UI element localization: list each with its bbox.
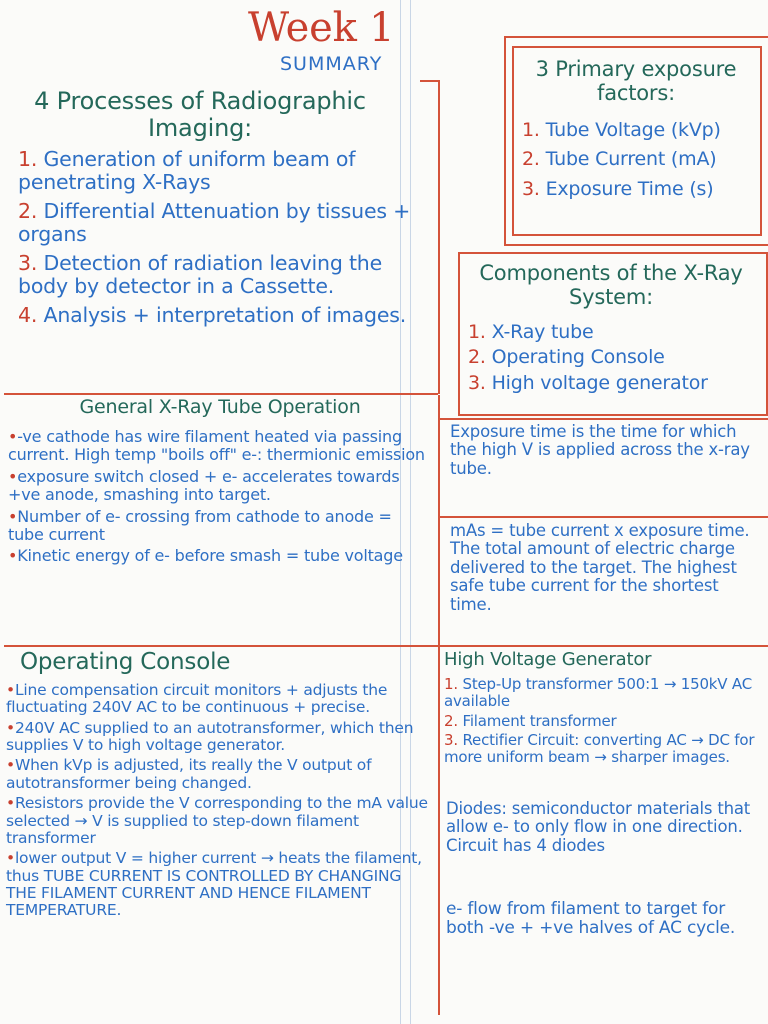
exposure-factor-item (522, 149, 754, 170)
component-item (468, 322, 760, 343)
hv-item (444, 676, 762, 710)
bullet-item (8, 428, 432, 464)
item-text: Rectifier Circuit: converting AC → DC for more uniform beam → sharper images. (444, 731, 755, 767)
item-number: 2. (522, 148, 540, 171)
item-number: 3. (18, 250, 38, 275)
hv-item (444, 732, 762, 766)
divider-line (438, 516, 768, 518)
item-number: 4. (18, 302, 38, 327)
item-text: High voltage generator (491, 371, 708, 394)
item-text: Step-Up transformer 500:1 → 150kV AC available (444, 675, 752, 710)
hv-generator-list (444, 676, 762, 766)
item-number: 1. (18, 147, 38, 171)
bullet-icon: • (8, 466, 18, 486)
item-text: Number of e- crossing from cathode to anode = tube current (8, 506, 392, 544)
item-text: Kinetic energy of e- before smash = tube voltage (17, 546, 403, 566)
divider-line (4, 393, 438, 395)
processes-heading: 4 Processes of Radiographic Imaging: (34, 87, 366, 142)
operating-console-heading: Operating Console (20, 649, 231, 675)
components-list (468, 322, 760, 394)
item-number: 3. (522, 177, 540, 200)
item-text: Resistors provide the V corresponding to the mA value selected → V is supplied to step-down filament transformer (6, 794, 428, 847)
divider-line (4, 645, 438, 647)
item-text: Filament transformer (462, 711, 617, 730)
bullet-icon: • (6, 756, 15, 775)
bullet-item (6, 682, 434, 717)
bullet-icon: • (8, 506, 18, 526)
divider-line (438, 418, 768, 420)
item-text: X-Ray tube (491, 321, 594, 343)
divider-line (438, 645, 768, 647)
item-text: -ve cathode has wire filament heated via passing current. High temp "boils off" e-: thermionic emission (8, 427, 425, 464)
item-number: 1. (468, 321, 486, 343)
item-text: lower output V = higher current → heats the filament, thus TUBE CURRENT IS CONTROLLED BY CHANGING THE FILAMENT CURRENT AND HENCE FILAMENT TEMPERATURE. (6, 849, 422, 920)
item-text: Differential Attenuation by tissues + organs (18, 198, 411, 246)
bullet-icon: • (6, 794, 15, 813)
item-text: Tube Current (mA) (545, 148, 717, 171)
bullet-icon: • (8, 427, 18, 446)
item-number: 3. (468, 371, 486, 394)
bullet-item (6, 850, 434, 919)
bullet-item (6, 720, 434, 755)
exposure-time-note: Exposure time is the time for which the high V is applied across the x-ray tube. (450, 422, 750, 478)
operating-console-list (6, 682, 434, 920)
item-number: 3. (444, 731, 458, 750)
item-text: Analysis + interpretation of images. (43, 302, 407, 327)
item-number: 1. (522, 119, 540, 141)
tube-operation-heading: General X-Ray Tube Operation (79, 396, 361, 418)
item-number: 2. (468, 346, 486, 369)
item-text: Line compensation circuit monitors + adjusts the fluctuating 240V AC to be continuous + precise. (6, 681, 388, 717)
electron-flow-note: e- flow from filament to target for both -ve + +ve halves of AC cycle. (446, 899, 736, 939)
process-item (18, 148, 438, 194)
component-item (468, 347, 760, 368)
bullet-icon: • (6, 718, 15, 737)
bullet-icon: • (8, 546, 18, 566)
exposure-factor-item (522, 179, 754, 200)
hv-generator-heading: High Voltage Generator (444, 649, 652, 670)
bullet-icon: • (6, 681, 15, 699)
tube-operation-list (8, 428, 432, 565)
item-text: 240V AC supplied to an autotransformer, which then supplies V to high voltage generator. (6, 718, 414, 755)
item-number: 1. (444, 675, 458, 693)
item-text: Exposure Time (s) (545, 177, 714, 200)
bullet-item (8, 468, 432, 504)
process-item (18, 304, 438, 327)
item-text: Operating Console (491, 346, 665, 369)
page-title: Week 1 (248, 5, 395, 51)
divider-line (438, 395, 440, 1015)
diodes-note: Diodes: semiconductor materials that allow e- to only flow in one direction. Circuit has 4 diodes (446, 799, 751, 855)
bullet-icon: • (6, 849, 15, 868)
item-text: Tube Voltage (kVp) (545, 119, 721, 141)
bullet-item (8, 508, 432, 544)
item-text: When kVp is adjusted, its really the V output of autotransformer being changed. (6, 756, 372, 792)
components-heading: Components of the X-Ray System: (479, 261, 743, 309)
exposure-factors-list (522, 120, 754, 200)
item-number: 2. (444, 711, 458, 730)
exposure-factor-item (522, 120, 754, 141)
divider-line (420, 80, 440, 82)
bullet-item (6, 757, 434, 792)
processes-list (18, 148, 438, 327)
item-text: Detection of radiation leaving the body by detector in a Cassette. (18, 250, 382, 298)
mas-note: mAs = tube current x exposure time. The total amount of electric charge delivered to the target. The highest safe tube current for the shortest time. (450, 521, 750, 614)
bullet-item (6, 795, 434, 847)
page-subtitle: SUMMARY (280, 53, 383, 75)
item-text: exposure switch closed + e- accelerates towards +ve anode, smashing into target. (8, 466, 400, 504)
bullet-item (8, 547, 432, 565)
hv-item (444, 713, 762, 730)
process-item (18, 200, 438, 246)
item-number: 2. (18, 198, 38, 223)
process-item (18, 252, 438, 298)
exposure-factors-heading: 3 Primary exposure factors: (535, 57, 737, 105)
component-item (468, 373, 760, 394)
divider-line (438, 80, 440, 394)
item-text: Generation of uniform beam of penetrating X-Rays (18, 147, 356, 194)
